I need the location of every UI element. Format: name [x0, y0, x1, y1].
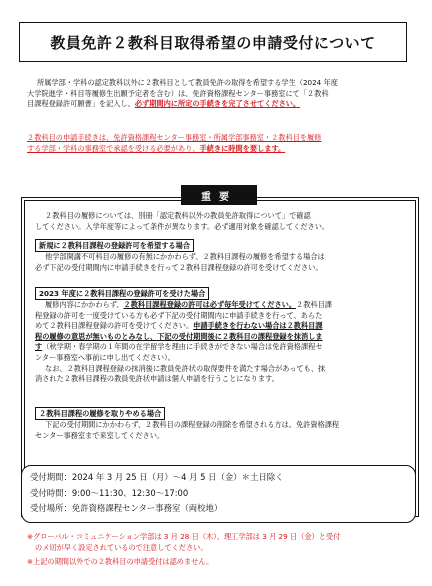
intro-line-1: 所属学部・学科の認定教科以外に２教科目として教員免許の取得を希望する学生（2024 年度 — [37, 78, 338, 87]
section-2023-line-1-post: ２教科目課 — [296, 300, 332, 309]
section-2023-line-3-text: めて２教科目課程登録の許可を受けてください。 — [35, 321, 194, 331]
footnote-1-line-1: ※グローバル・コミュニケーション学部は 3 月 28 日（木）、理工学部は 3 月 29 日（金）と受付 — [27, 532, 341, 541]
section-withdraw-line-1: 下記の受付期間にかかわらず、２教科目の課程登録の削除を希望される方は、免許資格課程 — [45, 420, 340, 429]
intro-line-3 — [27, 99, 419, 110]
section-2023-line-4: 程の履修の意思が無いものとみなし、下記の受付期間後に２教科目の課程登録を抹消しま — [35, 331, 323, 341]
reception-info-box — [21, 465, 416, 523]
intro-line-3-text: 目課程登録許可願書」を記入し、 — [27, 99, 135, 109]
section-2023-deregister-emphasis: 申請手続きを行わない場合は２教科目課 — [193, 321, 323, 331]
intro-line-2: 大学院進学・科目等履修生出願予定者を含む）は、免許資格課程センター事務室にて「２教科 — [27, 88, 329, 98]
important-badge: 重要 — [181, 185, 257, 205]
section-new-line-2: 必ず下記の受付期間内に申請手続きを行って２教科目課程登録の許可を受けてください。 — [35, 262, 323, 272]
section-2023-line-8: 消された２教科目課程の教員免許状申請は個人申請を行うことになります。 — [35, 374, 279, 384]
section-new-body — [35, 252, 409, 273]
reception-period: 受付期間：2024 年 3 月 25 日（月）～4 月 5 日（金）＊土日除く — [30, 472, 284, 482]
section-2023-yearly-emphasis: ２教科目課程登録の許可は必ず毎年受けてください。 — [123, 300, 297, 309]
section-2023-body — [35, 300, 409, 385]
section-2023-line-7: なお、２教科目課程登録の抹消後に教員免許状の取得要件を満たす場合があっても、抹 — [45, 363, 326, 373]
warning-line-2-text: する学部・学科の事務室で承認を受ける必要があり、 — [27, 143, 200, 153]
page-title-box — [19, 22, 407, 62]
section-new-heading: 新規に２教科目課程の登録許可を希望する場合 — [35, 239, 194, 252]
warning-paragraph — [27, 133, 419, 154]
section-withdraw-line-2: センター事務室まで来室してください。 — [35, 430, 165, 440]
section-2023-line-3 — [35, 321, 409, 332]
section-2023-line-1-text: 履修内容にかかわらず、 — [45, 300, 124, 309]
page-title: 教員免許２教科目取得希望の申請受付について — [50, 33, 376, 52]
section-new-line-1: 他学部開講不可科目の履修の有無にかかわらず、２教科目課程の履修を希望する場合は — [45, 252, 325, 261]
notice-intro-line-1: ２教科目の履修については、別冊「認定教科以外の教員免許取得について」で確認 — [45, 211, 311, 220]
reception-hours: 受付時間：9:00～11:30、12:30～17:00 — [30, 487, 189, 498]
notice-intro-line-2: してください。入学年度等によって条件が異なります。必ず適用対象を確認してください。 — [35, 221, 330, 231]
footnote-1-line-2: のメ切が早く設定されているので注意してください。 — [35, 542, 208, 552]
section-withdraw-body — [35, 420, 409, 441]
notice-intro — [35, 211, 407, 232]
intro-deadline-emphasis: 必ず期間内に所定の手続きを完了させてください。 — [134, 99, 301, 109]
section-withdraw-heading: ２教科目課程の履修を取りやめる場合 — [35, 407, 165, 420]
warning-time-emphasis: 手続きに時間を要します。 — [199, 143, 286, 153]
section-2023-line-5-emphasis: す — [35, 342, 43, 352]
intro-paragraph — [27, 78, 419, 110]
reception-place: 受付場所：免許資格課程センター事務室（両校地） — [30, 503, 223, 514]
section-2023-line-5-text: （秋学期・春学期の１年間の在学留学を理由に手続きができない場合は免許資格課程セ — [42, 342, 323, 352]
warning-line-2 — [27, 144, 419, 155]
section-2023-line-2: 程登録の許可を一度受けている方も必ず下記の受付期間内に申請手続きを行って、あらた — [35, 310, 323, 320]
section-2023-line-6: ンター事務室へ事前に申し出てください）。 — [35, 352, 175, 362]
footnote-2: ※上記の期間以外での２教科目の申請受付は認めません。 — [27, 557, 214, 567]
section-2023-line-5 — [35, 342, 409, 353]
footnotes — [27, 532, 423, 568]
warning-line-1: ２教科目の申請手続きは、免許資格課程センター事務室・所属学部事務室・２教科目を履修 — [27, 133, 322, 142]
section-2023-heading: 2023 年度に２教科目課程の登録許可を受けた場合 — [35, 287, 209, 300]
section-2023-line-1 — [35, 300, 409, 311]
